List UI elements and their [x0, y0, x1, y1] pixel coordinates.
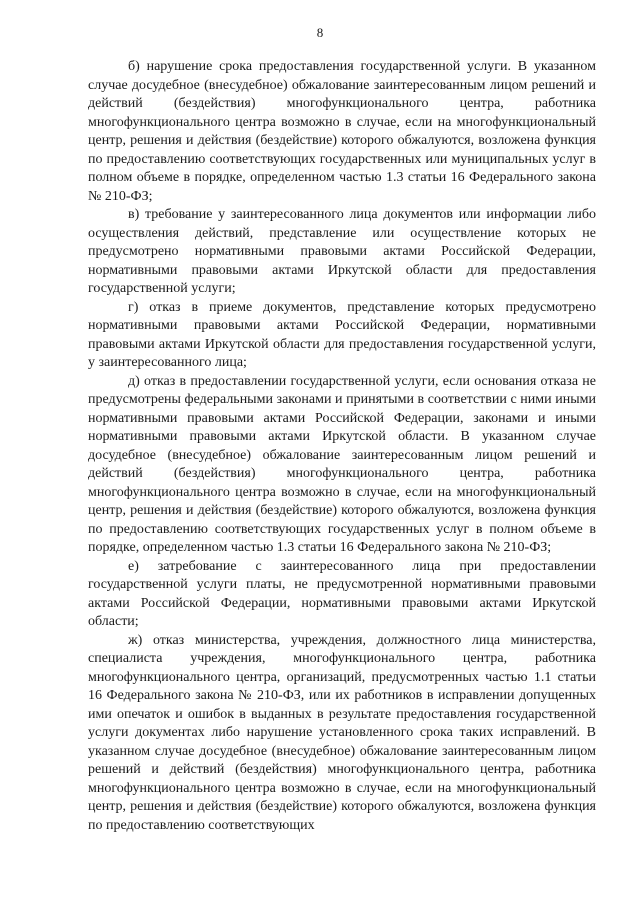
paragraph-g: г) отказ в приеме документов, представление которых предусмотрено нормативными правовыми актами Российской Федерации, нормативными правовыми актами Иркутской области для предоставления государственной услуги, у заинтересованного лица; — [88, 299, 596, 370]
paragraph-d: д) отказ в предоставлении государственной услуги, если основания отказа не предусмотрены федеральными законами и принятыми в соответствии с ними иными нормативными правовыми актами Российской Федерации, законами и иными нормативными правовыми актами Иркутской области. В указанном случае досудебное (внесудебное) обжалование заинтересованным лицом решений и действий (бездействия) многофункционального центра, работника многофункционального центра возможно в случае, если на многофункциональный центр, решения и действия (бездействие) которого обжалуются, возложена функция по предоставлению соответствующих государственных услуг в полном объеме в порядке, определенном частью 1.3 статьи 16 Федерального закона № 210-ФЗ; — [88, 373, 596, 555]
paragraph-b: б) нарушение срока предоставления государственной услуги. В указанном случае досудебное (внесудебное) обжалование заинтересованным лицом решений и действий (бездействия) многофункционального центра, работника многофункционального центра возможно в случае, если на многофункциональный центр, решения и действия (бездействие) которого обжалуются, возложена функция по предоставлению соответствующих государственных или муниципальных услуг в полном объеме в порядке, определенном частью 1.3 статьи 16 Федерального закона № 210-ФЗ; — [88, 59, 596, 204]
page-number: 8 — [316, 25, 324, 40]
document-body — [88, 58, 596, 835]
paragraph-zh: ж) отказ министерства, учреждения, должностного лица министерства, специалиста учреждения, многофункционального центра, работника многофункционального центра, организаций, предусмотренных частью 1.1 статьи 16 Федерального закона № 210-ФЗ, или их работников в исправлении допущенных ими опечаток и ошибок в выданных в результате предоставления государственной услуги документах либо нарушение установленного срока таких исправлений. В указанном случае досудебное (внесудебное) обжалование заинтересованным лицом решений и действий (бездействия) многофункционального центра, работника многофункционального центра возможно в случае, если на многофункциональный центр, решения и действия (бездействие) которого обжалуются, возложена функция по предоставлению соответствующих — [88, 632, 596, 833]
paragraph-e: е) затребование с заинтересованного лица при предоставлении государственной услуги платы, не предусмотренной нормативными правовыми актами Российской Федерации, нормативными правовыми актами Иркутской области; — [88, 558, 596, 629]
paragraph-v: в) требование у заинтересованного лица документов или информации либо осуществления действий, представление или осуществление которых не предусмотрено нормативными правовыми актами Российской Федерации, нормативными правовыми актами Иркутской области для предоставления государственной услуги; — [88, 207, 596, 296]
